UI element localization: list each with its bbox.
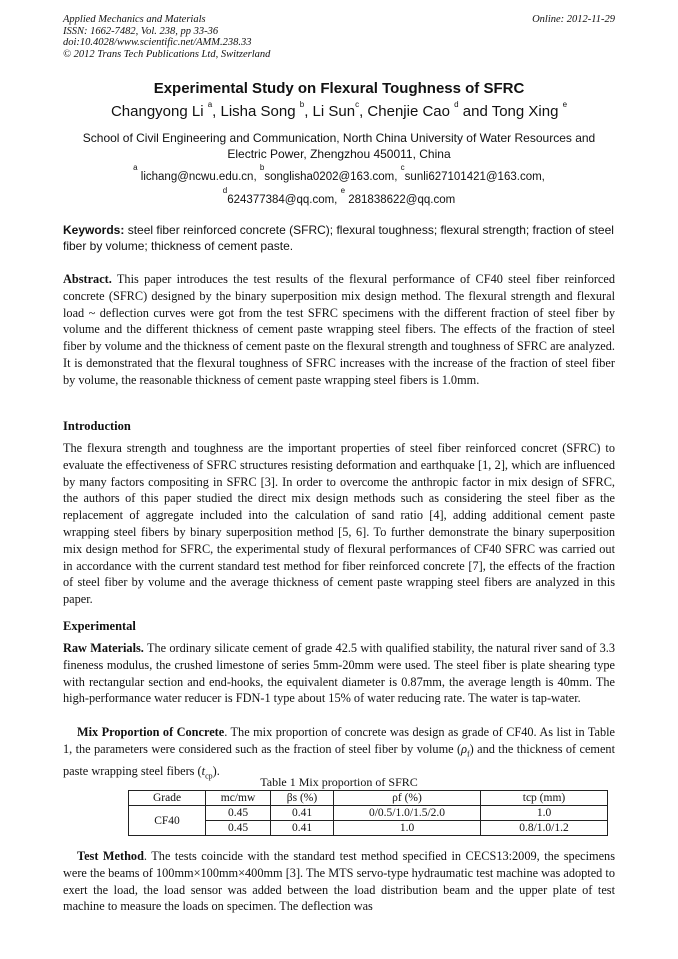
table-header-cell: tcp (mm) bbox=[481, 791, 608, 806]
paper-title: Experimental Study on Flexural Toughness of SFRC bbox=[153, 80, 525, 97]
email-link[interactable]: songlisha0202@163.com, bbox=[264, 171, 398, 183]
abstract-text: This paper introduces the test results of the flexural performance of CF40 steel fiber reinforced concrete (SFRC) designed by the binary superposition mix design method. The flexural strength and flexural load ~ deflection curves were got from the test SFRC specimens with the different fraction of steel fiber by volume and the different thickness of cement paste wrapping steel fibers. The effects of the fraction of steel fiber by volume and the thickness of cement paste on the flexural strength and toughness of SFRC are analyzed. It is demonstrated that the flexural toughness of SFRC increases with the increase of the fraction of steel fiber by volume, the reasonable thickness of cement paste wrapping steel fibers is 1.0mm. bbox=[63, 272, 615, 387]
issn-line: ISSN: 1662-7482, Vol. 238, pp 33-36 bbox=[63, 25, 219, 37]
author-mark: a bbox=[207, 100, 213, 109]
test-method-label: Test Method bbox=[77, 849, 144, 863]
test-method-text: . The tests coincide with the standard test method specified in CECS13:2009, the specimens were the beams of 100mm×100mm×400mm [3]. The MTS servo-type hydraumatic test machine was adopted to exert the load, the load sensor was added between the load distribution beam and the upper plate of test machine to measure the loads on specimen. The deflection was bbox=[63, 849, 615, 914]
email-link[interactable]: 624377384@qq.com, bbox=[227, 194, 338, 206]
author-name: Li Sun bbox=[312, 103, 356, 120]
table-cell: 1.0 bbox=[334, 821, 481, 836]
author-name: Chenjie Cao bbox=[367, 103, 450, 120]
email-list: $^a$ lichang@ncwu.edu.cn, $^b$songlisha0202@163.com, $^c$sunli627101421@163.com, $^d$624377384@qq.com, $^e$ 281838622@qq.com bbox=[133, 163, 545, 206]
mix-proportion-paragraph: Mix Proportion of Concrete. The mix proportion of concrete was design as grade of CF40. As list in Table 1, the parameters were considered such as the fraction of steel fiber by volume $(\rho_f)$ and the thickness of cement paste wrapping steel fibers $(t_{cp})$. bbox=[63, 725, 615, 781]
introduction-text: The flexura strength and toughness are the important properties of steel fiber reinforced concret (SFRC) to evaluate the effectiveness of SFRC structures resisting deformation and earthquake [1, 2], which are influenced by many factors compositing in SFRC [3]. In order to overcome the anthropic factor in mix design of SFRC, the authors of this paper studied the direct mix design methods such as considering the steel fiber as the replacement of aggregate included into the calculation of sand ratio [4], adding additional cement paste wrapping steel fibers by binary superposition method [5, 6]. To further demonstrate the binary superposition mix design method for SFRC, the experimental study of flexural performances of CF40 SFRC was carried out in accordance with the current standard test method for fiber reinforced concrete [7], the effects of the fraction of steel fiber by volume and the average thickness of cement paste wrapping steel fibers are analyzed in this paper. bbox=[63, 441, 615, 607]
table-header-cell: βs (%) bbox=[271, 791, 334, 806]
table-cell: 0.45 bbox=[206, 821, 271, 836]
table-cell: 0.41 bbox=[271, 806, 334, 821]
journal-header bbox=[63, 14, 615, 60]
email-link[interactable]: lichang@ncwu.edu.cn, bbox=[140, 171, 257, 183]
table-caption: Table 1 Mix proportion of SFRC bbox=[260, 775, 418, 789]
abstract bbox=[63, 271, 615, 389]
author-mark: e bbox=[562, 100, 568, 109]
mix-proportion-label: Mix Proportion of Concrete bbox=[77, 725, 225, 739]
table-cell: 0/0.5/1.0/1.5/2.0 bbox=[334, 806, 481, 821]
test-method-paragraph bbox=[63, 848, 615, 915]
keywords-label: Keywords: bbox=[63, 223, 125, 237]
table-header-row bbox=[129, 791, 608, 806]
author-name: Tong Xing bbox=[491, 103, 559, 120]
raw-materials-label: Raw Materials. bbox=[63, 641, 144, 655]
doi-line: doi:10.4028/www.scientific.net/AMM.238.33 bbox=[63, 37, 252, 48]
raw-materials-paragraph bbox=[63, 640, 615, 707]
keywords-text: steel fiber reinforced concrete (SFRC); flexural toughness; flexural strength; fraction of steel fiber by volume; thickness of cement paste. bbox=[63, 223, 614, 253]
keywords bbox=[63, 222, 615, 254]
copyright-line: © 2012 Trans Tech Publications Ltd, Switzerland bbox=[63, 48, 271, 60]
table-header-cell: ρf (%) bbox=[334, 791, 481, 806]
table-cell: 0.41 bbox=[271, 821, 334, 836]
table-row bbox=[129, 806, 608, 821]
author-mark: b bbox=[299, 100, 305, 109]
section-heading-introduction: Introduction bbox=[63, 419, 131, 433]
author-name: Changyong Li bbox=[110, 103, 204, 120]
abstract-label: Abstract. bbox=[63, 272, 112, 286]
journal-name: Applied Mechanics and Materials bbox=[63, 14, 206, 25]
email-link[interactable]: 281838622@qq.com bbox=[348, 194, 456, 206]
table-header-cell: mc/mw bbox=[206, 791, 271, 806]
author-name: Lisha Song bbox=[220, 103, 296, 120]
affiliation: School of Civil Engineering and Communication, North China University of Water Resources and Electric Power, Zhengzhou 450011, China bbox=[82, 131, 596, 161]
table-cell: 0.8/1.0/1.2 bbox=[481, 821, 608, 836]
section-heading-experimental: Experimental bbox=[63, 619, 136, 633]
author-mark: c bbox=[355, 100, 360, 109]
author-list: Changyong Li $^a$, Lisha Song $^b$, Li Sun$^c$, Chenjie Cao $^d$ and Tong Xing $^e$ bbox=[110, 100, 568, 120]
email-link[interactable]: sunli627101421@163.com, bbox=[404, 171, 545, 183]
table-header-cell: Grade bbox=[129, 791, 206, 806]
table-cell-grade: CF40 bbox=[129, 806, 206, 836]
author-mark: d bbox=[454, 100, 459, 109]
table-cell: 1.0 bbox=[481, 806, 608, 821]
raw-materials-text: The ordinary silicate cement of grade 42.5 with qualified stability, the natural river sand of 3.3 fineness modulus, the crushed limestone of series 5mm-20mm were used. The steel fiber is plate shearing type with rectangular section and end-hooks, the equivalent diameter is 0.87mm, the average length is 40mm. The high-performance water reducer is FDN-1 type about 15% of water reducing rate. The water is tap-water. bbox=[63, 641, 615, 706]
table-cell: 0.45 bbox=[206, 806, 271, 821]
online-date: Online: 2012-11-29 bbox=[532, 14, 615, 25]
mix-proportion-table bbox=[128, 790, 608, 836]
